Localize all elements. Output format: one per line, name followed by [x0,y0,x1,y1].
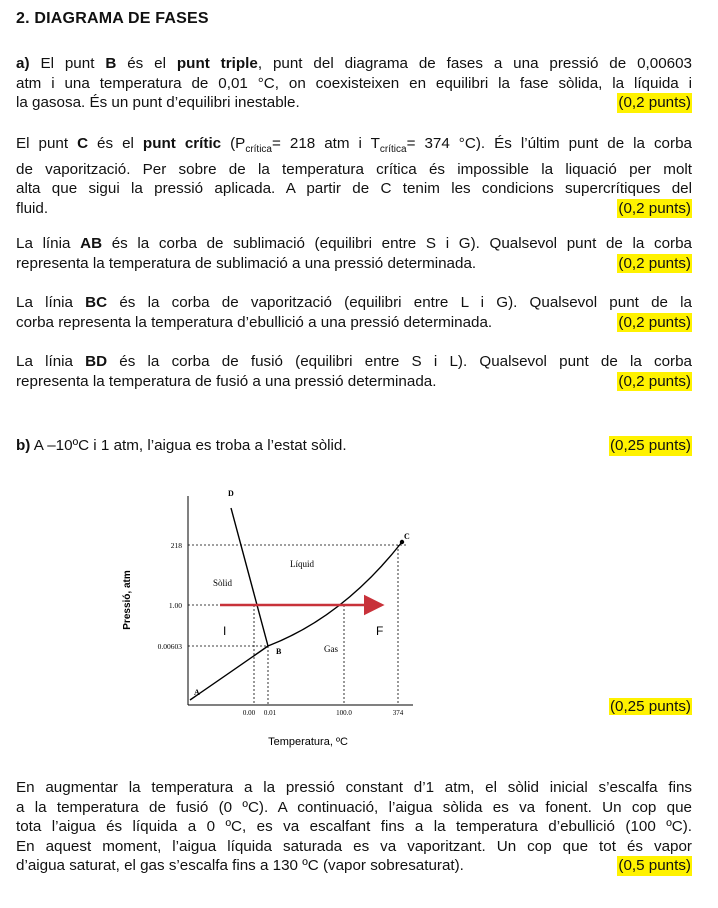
points-badge: (0,2 punts) [618,199,691,217]
chart-points-row [16,697,692,717]
fusion-curve [231,508,268,646]
points-badge: (0,2 punts) [618,372,691,390]
section-title: 2. DIAGRAMA DE FASES [16,10,209,27]
region-solid: Sòlid [213,578,233,588]
region-liquid: Líquid [290,559,314,569]
paragraph-line-bd: La línia BD és la corba de fusió (equilibri entre S i L). Qualsevol punt de la corba representa la temperatura de fusió a una pressió determinada. (0,2 punts) [16,353,692,390]
points-badge: (0,2 punts) [618,313,691,331]
x-axis-label: Temperatura, ºC [268,736,348,748]
points-badge: (0,25 punts) [609,437,691,454]
y-tick-0-00603: 0.00603 [157,642,182,651]
x-tick-100: 100.0 [336,709,352,717]
y-axis-label: Pressió, atm [122,570,133,630]
part-label-b: b) [16,437,31,454]
region-gas: Gas [324,644,338,654]
paragraph-line-ab: La línia AB és la corba de sublimació (equilibri entre S i G). Qualsevol punt de la corba representa la temperatura de sublimació a una pressió determinada. (0,2 punts) [16,235,692,272]
paragraph-part-b: b) A –10ºC i 1 atm, l’aigua es troba a l’estat sòlid. (0,25 punts) [16,437,691,454]
x-tick-374: 374 [392,709,404,717]
points-badge: (0,5 punts) [618,857,691,875]
x-tick-0-01: 0.01 [263,709,277,717]
x-tick-0: 0.00 [242,709,256,717]
points-badge: (0,2 punts) [618,94,691,112]
points-badge: (0,2 punts) [618,254,691,272]
paragraph-line-bc: La línia BC és la corba de vaporització (equilibri entre L i G). Qualsevol punt de la corba representa la temperatura d’ebullició a una pressió determinada. (0,2 punts) [16,294,692,331]
sublimation-curve [190,646,268,700]
paragraph-heating-process: En augmentar la temperatura a la pressió constant d’1 atm, el sòlid inicial s’escalfa fins a la temperatura de fusió (0 ºC). A continuació, l’aigua sòlida es va fonent. Un cop que tota l’aigua és líquida a 0 ºC, es va escalfant fins a la temperatura d’ebullició (100 ºC). En aquest moment, l’aigua líquida saturada es va vaporitzant. Un cop que tot és vapor d’aigua saturat, el gas s’escalfa fins a 130 ºC (vapor sobresaturat). (0,5 punts) [16,779,692,875]
part-label-a: a) [16,55,30,72]
point-c-label: C [404,532,410,541]
points-badge: (0,25 punts) [609,698,691,715]
point-a-label: A [194,688,200,697]
point-i-label: I [223,624,227,638]
paragraph-triple-point: a) El punt B és el punt triple, punt del diagrama de fases a una pressió de 0,00603 atm i una temperatura de 0,01 °C, on coexisteixen en equilibri la fase sòlida, la líquida i la gasosa. És un punt d’equilibri inestable. (0,2 punts) [16,55,692,112]
y-tick-1: 1.00 [168,601,182,610]
y-tick-218: 218 [170,541,182,550]
point-f-label: F [376,624,384,638]
paragraph-critical-point: El punt C és el punt crític ($P_{crítica}= 218$ atm i $T_{crítica}= 374$ °C). És l’últim punt de la corba de vaporització. Per sobre de la temperatura crítica és impossible la liquació per molt alta que sigui la pressió aplicada. A partir de C tenim les condicions supercrítiques del fluid. (0,2 punts) [16,135,692,217]
point-d-label: D [228,489,234,498]
point-b-label: B [276,647,282,656]
